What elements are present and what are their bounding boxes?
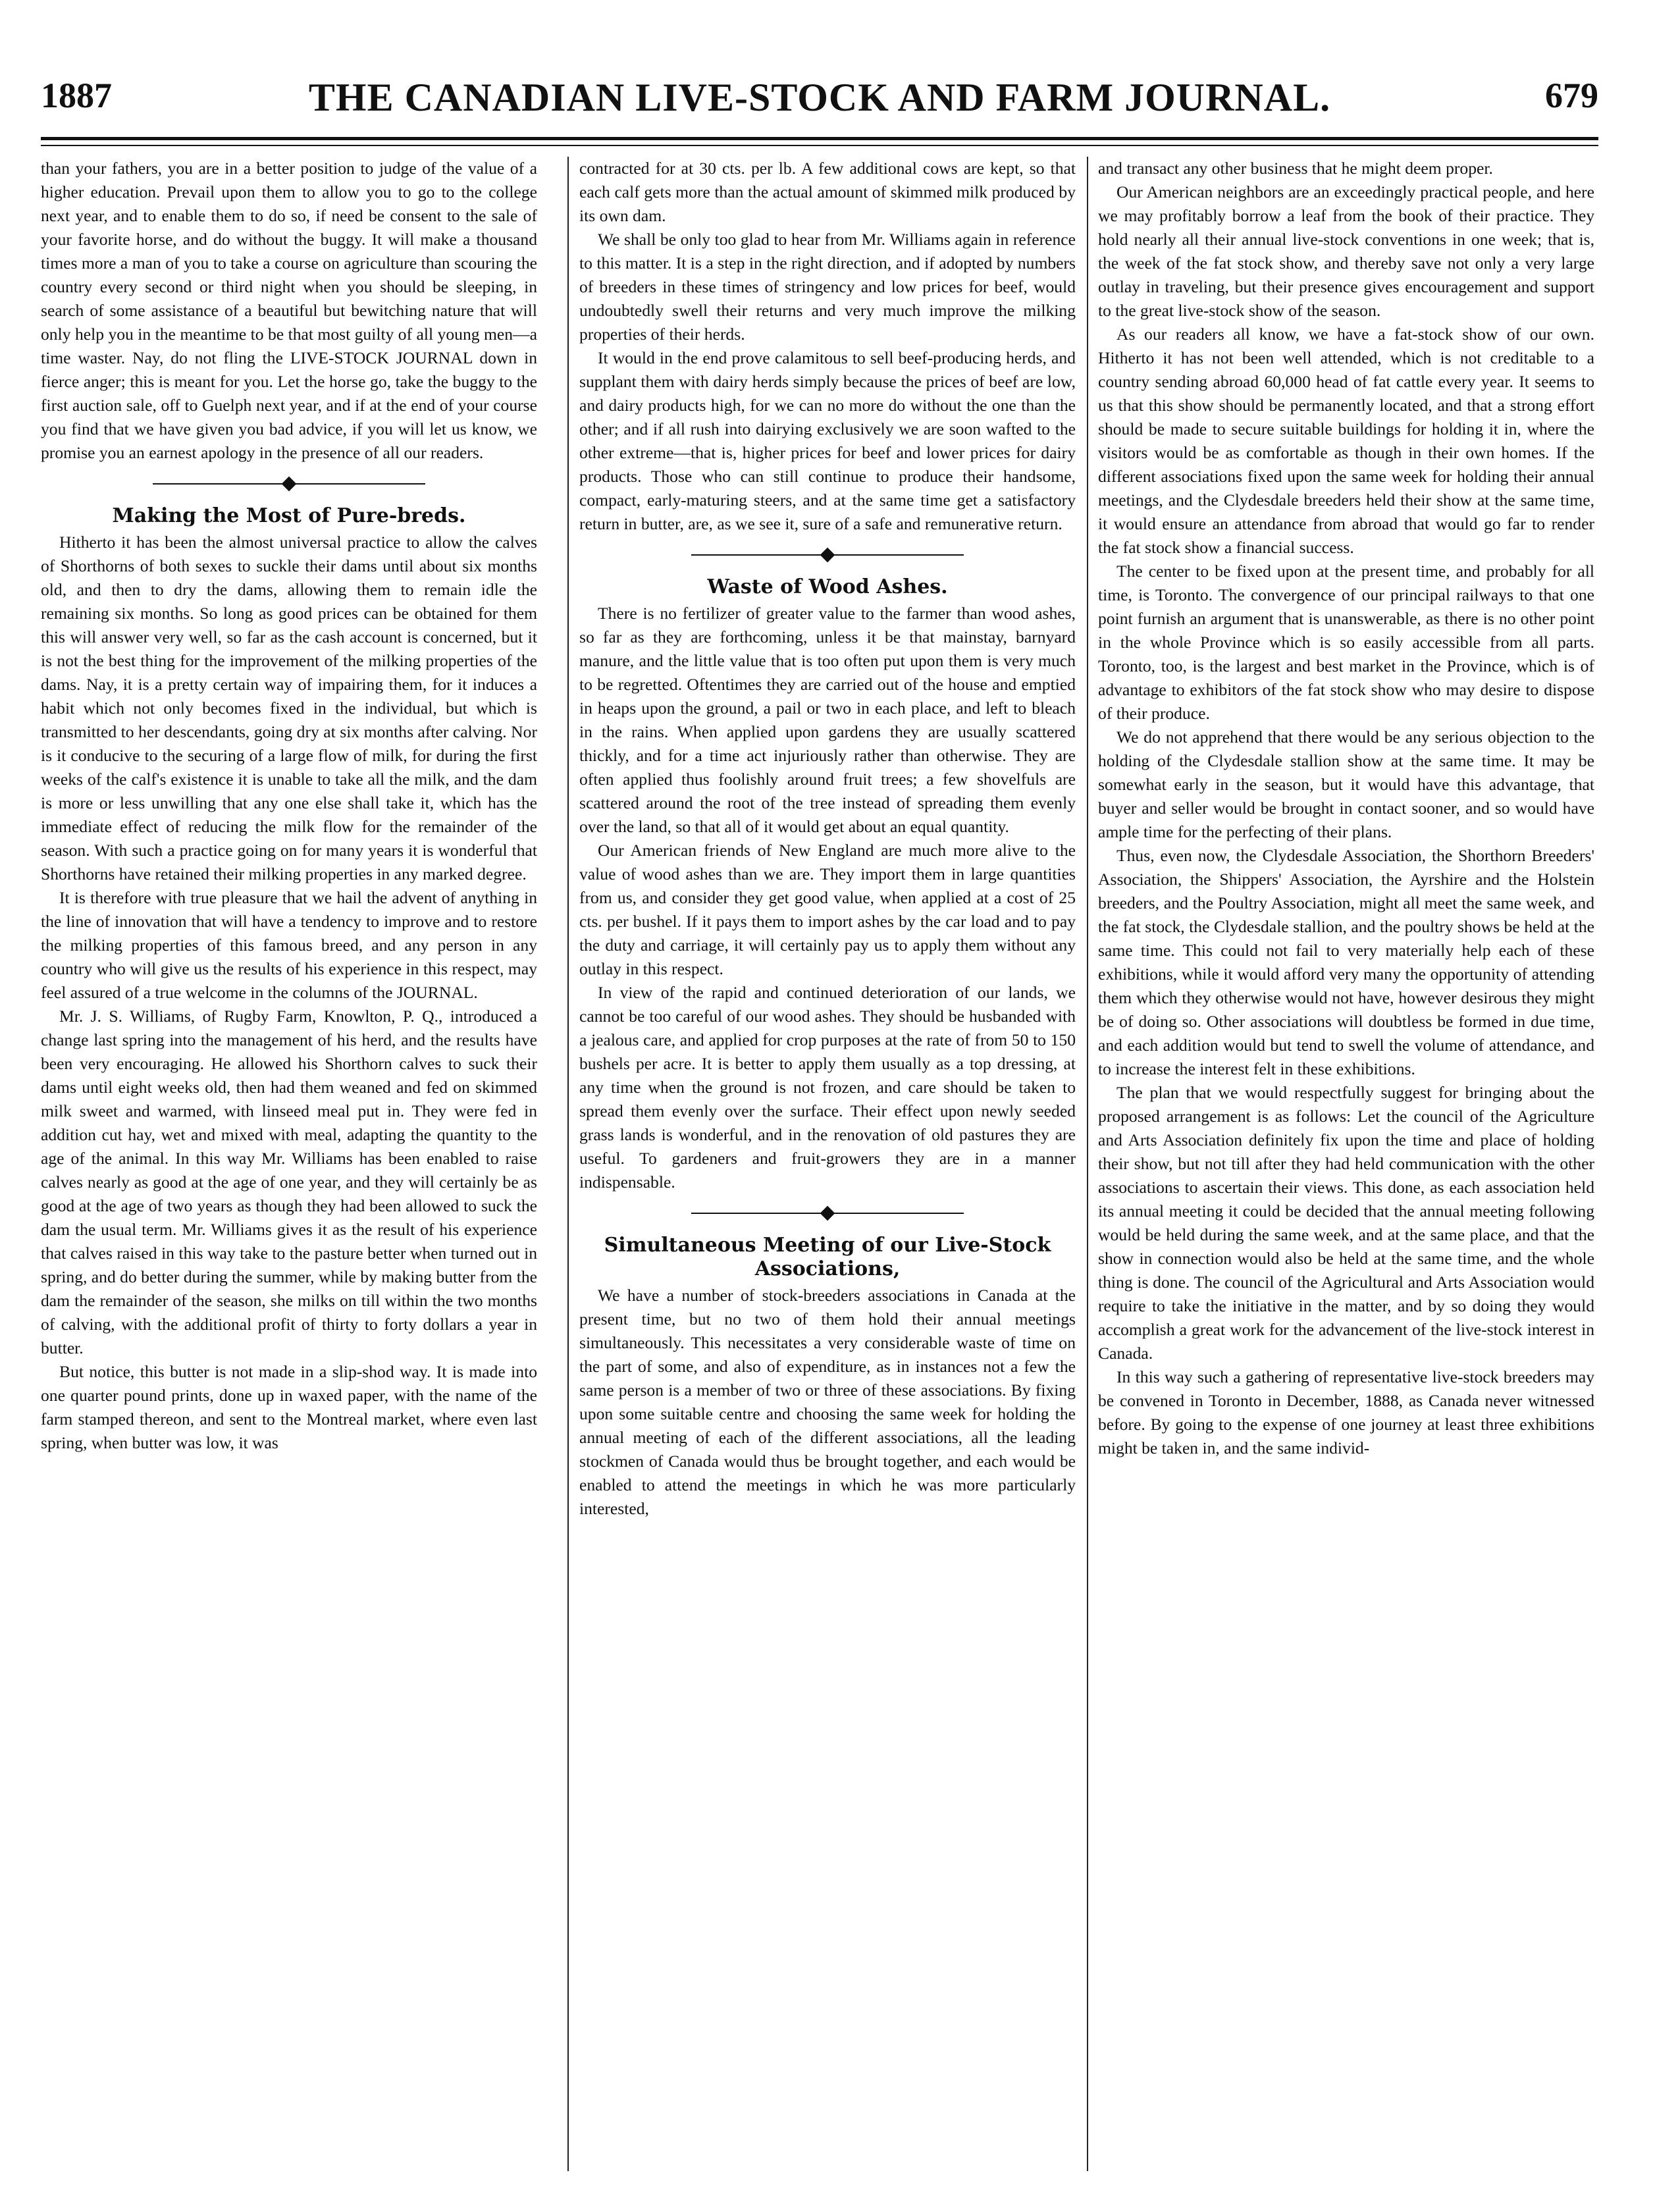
page-number: 679 (1545, 76, 1598, 115)
header-rule-thick (41, 137, 1598, 140)
header-year: 1887 (41, 76, 112, 115)
paragraph: Our American friends of New England are much more alive to the value of wood ashes than we are. They import them in large quantities from us, and consider they get good value, when applied at a cost of 25 cts. per bushel. If it pays them to import ashes by the car load and to pay the duty and carriage, it will certainly pay us to apply them without any outlay in this respect. (579, 841, 1076, 978)
journal-title: THE CANADIAN LIVE-STOCK AND FARM JOURNAL. (308, 76, 1331, 119)
paragraph: We have a number of stock-breeders associations in Canada at the present time, but no two of them hold their annual meetings simultaneously. This necessitates a very considerable waste of time on the part of some, and also of expenditure, as in instances not a few the same person is a member of two or three of these associations. By fixing upon some suitable centre and choosing the same week for holding the annual meeting of each of the different associations, all the leading stockmen of Canada would thus be brought together, and each would be enabled to attend the meetings in which he was more particularly interested, (579, 1286, 1076, 1518)
section-divider (579, 544, 1076, 566)
column-3 (1098, 157, 1594, 2171)
paragraph: It would in the end prove calamitous to sell beef-producing herds, and supplant them with dairy herds simply because the prices of beef are low, and dairy products high, for we can no more do without the one than the other; and if all rush into dairying exclusively we are soon wafted to the other extreme—that is, higher prices for beef and lower prices for dairy products. Those who can still continue to produce their handsome, compact, early-maturing steers, and at the same time get a satisfactory return in butter, are, as we see it, sure of a safe and remunerative return. (579, 348, 1076, 533)
article-heading-wood-ashes: Waste of Wood Ashes. (707, 575, 948, 598)
paragraph: Thus, even now, the Clydesdale Association, the Shorthorn Breeders' Association, the Shippers' Association, the Ayrshire and the Holstein breeders, and the Poultry Association, might all meet the same week, and the fat stock, the Clydesdale stallion, and the poultry shows be held at the same time. This could not fail to very materially help each of these exhibitions, while it would afford very many the opportunity of attending them which they otherwise would not have, however desirous they might be of doing so. Other associations will doubtless be formed in due time, and each addition would but tend to swell the volume of attendance, and to increase the interest felt in these exhibitions. (1098, 846, 1594, 1078)
section-divider (579, 1202, 1076, 1224)
column-divider-1 (567, 157, 569, 2171)
column-2 (579, 157, 1076, 2171)
paragraph: It is therefore with true pleasure that we hail the advent of anything in the line of innovation that will have a tendency to improve and to restore the milking properties of this famous breed, and any person in any country who will give us the results of his experience in this respect, may feel assured of a true welcome in the columns of the JOURNAL. (41, 888, 537, 1002)
article-heading-pure-breds: Making the Most of Pure-breds. (112, 504, 466, 527)
paragraph: and transact any other business that he might deem proper. (1098, 159, 1493, 178)
paragraph: contracted for at 30 cts. per lb. A few additional cows are kept, so that each calf gets more than the actual amount of skimmed milk produced by its own dam. (579, 159, 1076, 225)
paragraph: Our American neighbors are an exceedingly practical people, and here we may profitably borrow a leaf from the book of their practice. They hold nearly all their annual live-stock conventions in one week; that is, the week of the fat stock show, and thereby save not only a very large outlay in traveling, but their presence gives encouragement and support to the great live-stock show of the season. (1098, 182, 1594, 320)
paragraph: In view of the rapid and continued deterioration of our lands, we cannot be too careful of our wood ashes. They should be husbanded with a jealous care, and applied for crop purposes at the rate of from 50 to 150 bushels per acre. It is better to apply them usually as a top dressing, at any time when the ground is not frozen, and care should be taken to spread them evenly over the surface. Their effect upon newly seeded grass lands is wonderful, and in the renovation of old pastures they are useful. To gardeners and fruit-growers they are in a manner indispensable. (579, 983, 1076, 1192)
paragraph: We shall be only too glad to hear from Mr. Williams again in reference to this matter. It is a step in the right direction, and if adopted by numbers of breeders in these times of stringency and low prices for beef, would undoubtedly swell their returns and very much improve the milking properties of their herds. (579, 230, 1076, 344)
header-rule-thin (41, 145, 1598, 146)
paragraph: The center to be fixed upon at the present time, and probably for all time, is Toronto. The convergence of our principal railways to that one point furnish an argument that is unanswerable, as there is no other point in the whole Province which is so easily accessible from all parts. Toronto, too, is the largest and best market in the Province, which is of advantage to exhibitors of the fat stock show who may desire to dispose of their produce. (1098, 562, 1594, 723)
page-header (41, 68, 1598, 132)
paragraph: Mr. J. S. Williams, of Rugby Farm, Knowlton, P. Q., introduced a change last spring into the management of his herd, and the results have been very encouraging. He allowed his Shorthorn calves to suck their dams until eight weeks old, then had them weaned and fed on skimmed milk sweet and warmed, with linseed meal put in. They were fed in addition cut hay, wet and mixed with meal, adapting the quantity to the age of the animal. In this way Mr. Williams has been enabled to raise calves nearly as good at the age of one year, and they will certainly be as good at the age of two years as though they had been allowed to suck the dam the usual term. Mr. Williams gives it as the result of his experience that calves raised in this way take to the pasture better when turned out in spring, and do better during the summer, while by making butter from the dam the remainder of the season, she milks on till within the two months of calving, with the additional profit of thirty to forty dollars a year in butter. (41, 1007, 537, 1357)
section-divider (41, 473, 537, 495)
paragraph: As our readers all know, we have a fat-stock show of our own. Hitherto it has not been well attended, which is not creditable to a country sending abroad 60,000 head of fat cattle every year. It seems to us that this show should be permanently located, and that a strong effort should be made to secure suitable buildings for holding it in, where the visitors would be as comfortable as though in their own homes. If the different associations fixed upon the same week for holding their annual meetings, and the Clydesdale breeders held their show at the same time, it would ensure an attendance from abroad that would go far to render the fat stock show a financial success. (1098, 325, 1594, 557)
paragraph: The plan that we would respectfully suggest for bringing about the proposed arrangement is as follows: Let the council of the Agriculture and Arts Association definitely fix upon the time and place of holding their show, but not till after they had held communication with the other associations to ascertain their views. This done, as each association held its annual meeting it could be decided that the annual meeting following would be held during the same week, and at the same place, and that the show in connection would also be held at the same time, and the whole thing is done. The council of the Agricultural and Arts Association would require to take the initiative in the matter, and by so doing they would accomplish a great work for the advancement of the live-stock interest in Canada. (1098, 1083, 1594, 1363)
column-1 (41, 157, 537, 2171)
paragraph: In this way such a gathering of representative live-stock breeders may be convened in Toronto in December, 1888, as Canada never witnessed before. By going to the expense of one journey at least three exhibitions might be taken in, and the same individ- (1098, 1367, 1594, 1458)
column-divider-2 (1087, 157, 1088, 2171)
article-heading-simultaneous-meeting: Simultaneous Meeting of our Live-Stock Associations, (604, 1234, 1051, 1280)
paragraph: There is no fertilizer of greater value to the farmer than wood ashes, so far as they are forthcoming, unless it be that mainstay, barnyard manure, and the little value that is too often put upon them is very much to be regretted. Oftentimes they are carried out of the house and emptied in heaps upon the ground, a pail or two in each place, and left to bleach in the rains. When applied upon gardens they are usually scattered thickly, and for a time act injuriously rather than otherwise. They are often applied thus foolishly around fruit trees; a few shovelfuls are scattered around the root of the tree instead of spreading them evenly over the land, so that all of it would get about an equal quantity. (579, 604, 1076, 836)
paragraph: than your fathers, you are in a better position to judge of the value of a higher education. Prevail upon them to allow you to go to the college next year, and to enable them to do so, if need be consent to the sale of your favorite horse, and do without the buggy. It will make a thousand times more a man of you to take a course on agriculture than scouring the country every second or third night when you should be sleeping, in search of some assistance of a beautiful but bewitching nature that will only help you in the meantime to be that most guilty of all young men—a time waster. Nay, do not fling the LIVE-STOCK JOURNAL down in fierce anger; this is meant for you. Let the horse go, take the buggy to the first auction sale, off to Guelph next year, and if at the end of your course you find that we have given you bad advice, if you will let us know, we promise you an earnest apology in the presence of all our readers. (41, 159, 537, 462)
paragraph: But notice, this butter is not made in a slip-shod way. It is made into one quarter pound prints, done up in waxed paper, with the name of the farm stamped thereon, and sent to the Montreal market, where even last spring, when butter was low, it was (41, 1362, 537, 1452)
paragraph: Hitherto it has been the almost universal practice to allow the calves of Shorthorns of both sexes to suckle their dams until about six months old, and then to dry the dams, allowing them to remain idle the remaining six months. So long as good prices can be obtained for them this will answer very well, so far as the cash account is concerned, but it is not the best thing for the improvement of the milking properties of the dams. Nay, it is a pretty certain way of impairing them, for it induces a habit which not only becomes fixed in the individual, but which is transmitted to her descendants, going dry at six months after calving. Nor is it conducive to the securing of a large flow of milk, for during the first weeks of the calf's existence it is unable to take all the milk, and the dam is more or less unwilling that any one else shall take it, which has the immediate effect of reducing the milk flow for the remainder of the season. With such a practice going on for many years it is wonderful that Shorthorns have retained their milking properties in any marked degree. (41, 533, 537, 883)
paragraph: We do not apprehend that there would be any serious objection to the holding of the Clydesdale stallion show at the same time. It may be somewhat early in the season, but it would have this advantage, that buyer and seller would be brought in contact sooner, and so would have ample time for the perfecting of their plans. (1098, 727, 1594, 841)
